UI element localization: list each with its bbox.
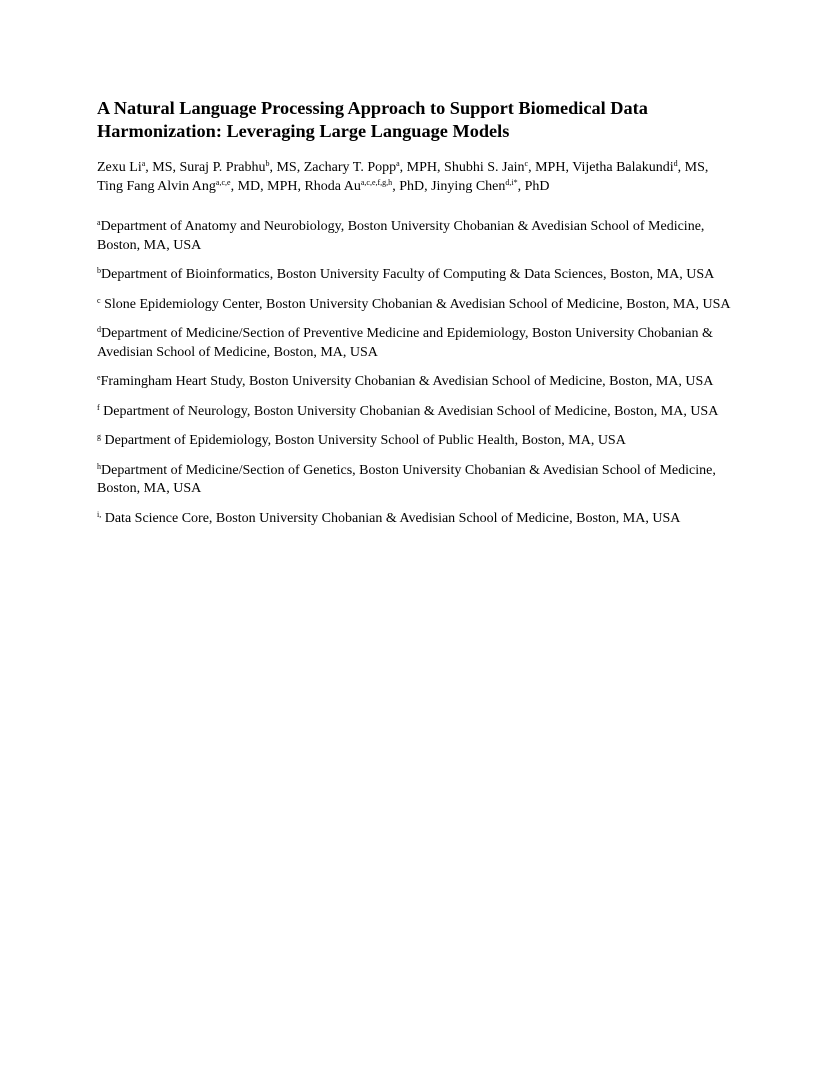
affiliation-mark: e — [97, 373, 101, 382]
author-degree: , MS, — [269, 160, 304, 175]
affiliation-mark: b — [97, 266, 101, 275]
affiliation-text: Framingham Heart Study, Boston University Chobanian & Avedisian School of Medicine, Boston, MA, USA — [100, 374, 714, 389]
affiliation — [97, 266, 737, 285]
author-name: Vijetha Balakundi — [572, 160, 674, 175]
affiliation-text: Department of Medicine/Section of Preventive Medicine and Epidemiology, Boston University Chobanian & Avedisian School of Medicine, Boston, MA, USA — [97, 326, 713, 360]
affiliation-mark: c — [97, 295, 101, 305]
author-degree: , MS, — [145, 160, 180, 175]
affiliation-mark: h — [97, 461, 101, 471]
author-list — [97, 158, 737, 196]
author-degree: , MPH, — [528, 160, 573, 175]
affiliation — [97, 403, 737, 422]
author-name: Shubhi S. Jain — [444, 160, 525, 175]
affiliation-mark: i, — [97, 509, 102, 519]
affiliation — [97, 510, 737, 529]
author-name: Jinying Chen — [431, 179, 506, 194]
author — [572, 160, 708, 175]
author-name: Ting Fang Alvin Ang — [97, 179, 216, 194]
affiliation-mark: d — [97, 325, 101, 334]
author-name: Zexu Li — [97, 160, 142, 175]
author-degree: , MD, MPH, — [230, 179, 305, 194]
affiliation-list — [97, 218, 737, 528]
author — [304, 160, 444, 175]
affiliation — [97, 325, 737, 362]
paper-title: A Natural Language Processing Approach to Support Biomedical Data Harmonization: Leveraging Large Language Models — [97, 98, 648, 141]
author-degree: , PhD, — [392, 179, 432, 194]
author — [304, 179, 431, 194]
author-affiliation-marks: d — [673, 159, 678, 168]
author — [97, 179, 304, 194]
affiliation-mark: g — [97, 432, 101, 441]
affiliation-text: Department of Medicine/Section of Genetics, Boston University Chobanian & Avedisian School of Medicine, Boston, MA, USA — [97, 462, 716, 496]
affiliation-mark: a — [97, 218, 101, 227]
affiliation — [97, 296, 737, 315]
author — [180, 160, 304, 175]
affiliation-mark: f — [97, 402, 100, 412]
author — [431, 179, 549, 194]
author — [97, 160, 180, 175]
affiliation — [97, 218, 737, 255]
affiliation-text: Data Science Core, Boston University Chobanian & Avedisian School of Medicine, Boston, MA, USA — [101, 510, 681, 526]
author-affiliation-marks: a — [141, 159, 146, 168]
affiliation-text: Slone Epidemiology Center, Boston University Chobanian & Avedisian School of Medicine, Boston, MA, USA — [100, 296, 731, 312]
affiliation-text: Department of Bioinformatics, Boston University Faculty of Computing & Data Sciences, Boston, MA, USA — [101, 267, 715, 282]
affiliation-text: Department of Anatomy and Neurobiology, Boston University Chobanian & Avedisian School of Medicine, Boston, MA, USA — [97, 219, 705, 253]
author-degree: , PhD — [517, 179, 550, 194]
author — [444, 160, 572, 175]
author-name: Suraj P. Prabhu — [179, 160, 266, 175]
author-affiliation-marks: a,c,e,f,g,h — [360, 178, 393, 187]
author-affiliation-marks: d,i* — [505, 178, 518, 187]
author-name: Zachary T. Popp — [303, 160, 397, 175]
affiliation-text: Department of Neurology, Boston University Chobanian & Avedisian School of Medicine, Boston, MA, USA — [99, 403, 719, 419]
paper-front-matter — [97, 97, 737, 539]
author-affiliation-marks: b — [265, 159, 270, 168]
author-affiliation-marks: a,c,e — [215, 178, 231, 187]
author-degree: , MPH, — [399, 160, 445, 175]
affiliation-text: Department of Epidemiology, Boston University School of Public Health, Boston, MA, USA — [101, 433, 626, 448]
author-affiliation-marks: a — [396, 159, 400, 168]
affiliation — [97, 462, 737, 499]
affiliation — [97, 432, 737, 451]
author-degree: , MS, — [677, 160, 709, 175]
affiliation — [97, 373, 737, 392]
author-affiliation-marks: c — [524, 159, 529, 168]
author-name: Rhoda Au — [304, 179, 361, 194]
